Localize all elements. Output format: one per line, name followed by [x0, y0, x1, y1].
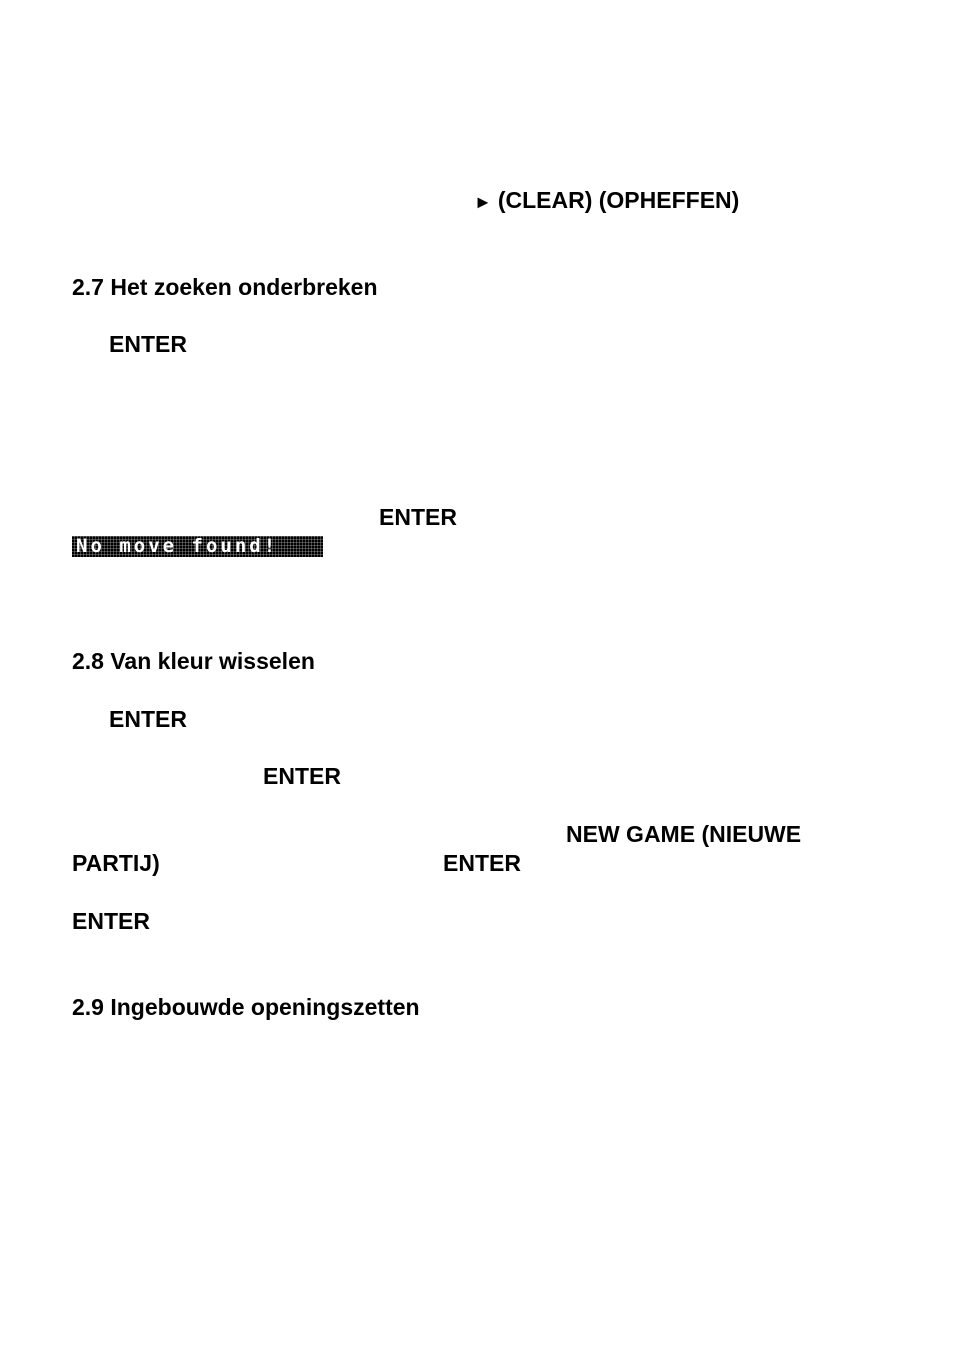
new-game-key-label: NEW GAME (NIEUWE [566, 821, 802, 847]
new-game-key-label-continued: PARTIJ) [72, 850, 160, 876]
section-heading-2-9: 2.9 Ingebouwde openingszetten [72, 994, 420, 1020]
enter-key-label: ENTER [263, 763, 341, 789]
clear-key-label: (CLEAR) (OPHEFFEN) [497, 187, 740, 213]
enter-key-label: ENTER [109, 331, 187, 357]
lcd-display-no-move-found: No move found! [72, 536, 323, 557]
section-heading-2-8: 2.8 Van kleur wisselen [72, 648, 315, 674]
play-arrow-icon: ► [474, 192, 492, 212]
enter-key-label: ENTER [443, 850, 521, 876]
enter-key-label: ENTER [72, 908, 150, 934]
clear-instruction [474, 186, 739, 216]
enter-key-label: ENTER [109, 706, 187, 732]
enter-key-label: ENTER [379, 504, 457, 530]
section-heading-2-7: 2.7 Het zoeken onderbreken [72, 274, 378, 300]
